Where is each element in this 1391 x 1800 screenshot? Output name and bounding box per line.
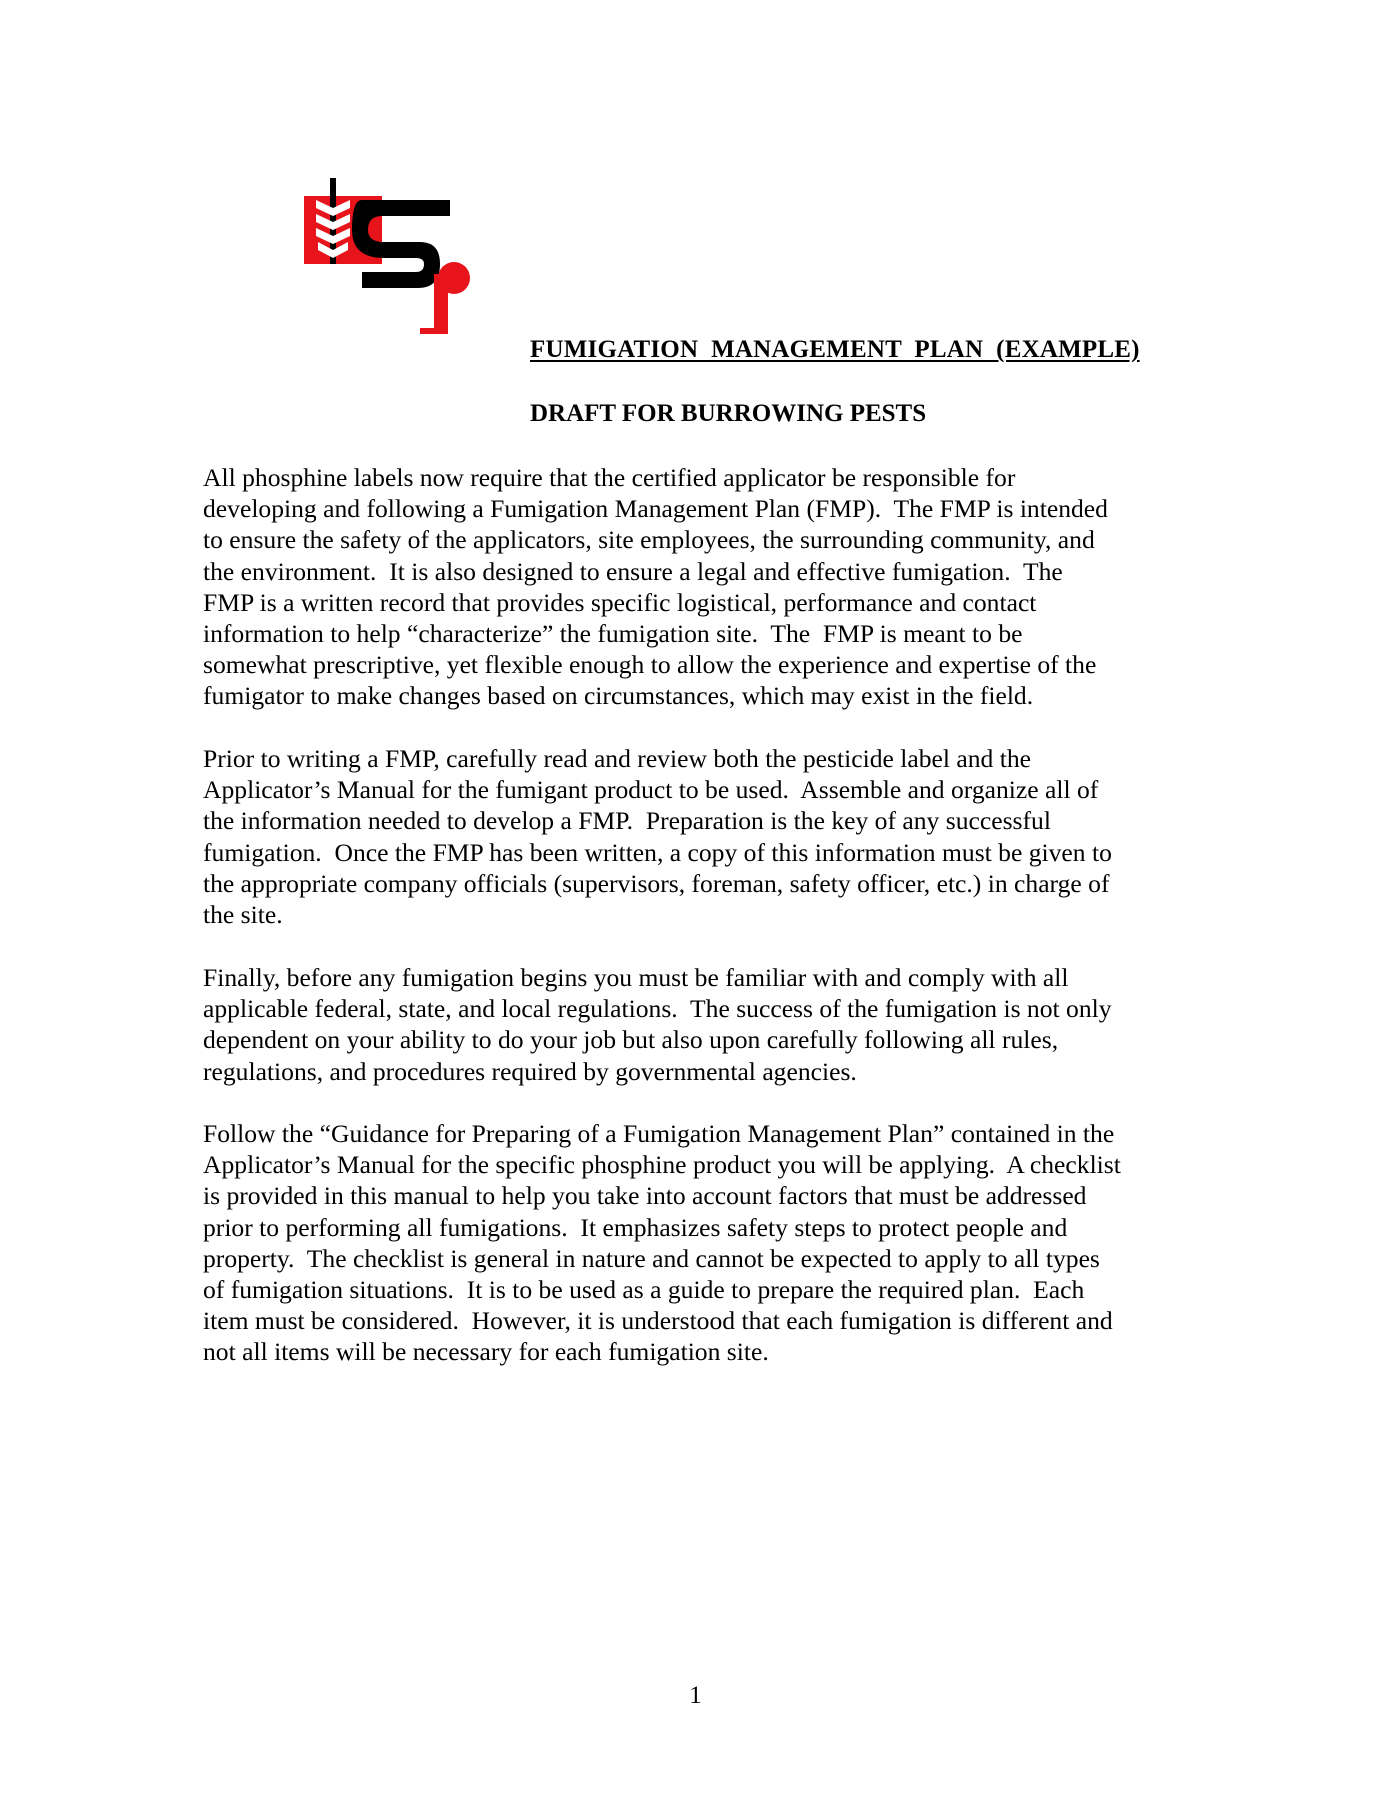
psi-logo bbox=[300, 178, 476, 346]
text-line: fumigator to make changes based on circumstances, which may exist in the field. bbox=[203, 681, 1034, 711]
text-line: regulations, and procedures required by governmental agencies. bbox=[203, 1056, 857, 1086]
text-line: property. The checklist is general in nature and cannot be expected to apply to all types bbox=[203, 1243, 1100, 1273]
page-number: 1 bbox=[689, 1682, 702, 1709]
text-line: FMP is a written record that provides specific logistical, performance and contact bbox=[203, 587, 1037, 617]
paragraph-4 bbox=[203, 1118, 1203, 1368]
text-line: Applicator’s Manual for the fumigant product to be used. Assemble and organize all of bbox=[203, 775, 1099, 805]
text-line: of fumigation situations. It is to be used as a guide to prepare the required plan. Each bbox=[203, 1275, 1085, 1305]
document-title: FUMIGATION MANAGEMENT PLAN (EXAMPLE) bbox=[530, 336, 1140, 363]
text-line: Applicator’s Manual for the specific phosphine product you will be applying. A checklist bbox=[203, 1150, 1121, 1180]
paragraph-2 bbox=[203, 743, 1203, 930]
text-line: item must be considered. However, it is understood that each fumigation is different and bbox=[203, 1306, 1113, 1336]
text-line: somewhat prescriptive, yet flexible enough to allow the experience and expertise of the bbox=[203, 650, 1097, 680]
text-line: is provided in this manual to help you take into account factors that must be addressed bbox=[203, 1181, 1087, 1211]
text-line: the environment. It is also designed to ensure a legal and effective fumigation. The bbox=[203, 556, 1063, 586]
document-subtitle: DRAFT FOR BURROWING PESTS bbox=[530, 400, 927, 427]
text-line: to ensure the safety of the applicators, site employees, the surrounding community, and bbox=[203, 525, 1095, 555]
text-line: dependent on your ability to do your job but also upon carefully following all rules, bbox=[203, 1025, 1059, 1055]
text-line: not all items will be necessary for each fumigation site. bbox=[203, 1337, 769, 1367]
text-line: information to help “characterize” the fumigation site. The FMP is meant to be bbox=[203, 619, 1023, 649]
paragraph-1 bbox=[203, 462, 1203, 712]
text-line: All phosphine labels now require that the certified applicator be responsible for bbox=[203, 463, 1016, 492]
paragraph-3 bbox=[203, 962, 1203, 1087]
text-line: the information needed to develop a FMP. Preparation is the key of any successful bbox=[203, 806, 1051, 836]
text-line: the appropriate company officials (supervisors, foreman, safety officer, etc.) in charge of bbox=[203, 868, 1110, 898]
text-line: applicable federal, state, and local regulations. The success of the fumigation is not only bbox=[203, 994, 1112, 1024]
text-line: Follow the “Guidance for Preparing of a Fumigation Management Plan” contained in the bbox=[203, 1119, 1115, 1148]
text-line: developing and following a Fumigation Management Plan (FMP). The FMP is intended bbox=[203, 494, 1108, 524]
logo-i-dot bbox=[438, 262, 470, 294]
text-line: fumigation. Once the FMP has been written, a copy of this information must be given to bbox=[203, 837, 1112, 867]
text-line: the site. bbox=[203, 900, 283, 930]
text-line: prior to performing all fumigations. It emphasizes safety steps to protect people and bbox=[203, 1212, 1068, 1242]
text-line: Prior to writing a FMP, carefully read and review both the pesticide label and the bbox=[203, 744, 1032, 773]
text-line: Finally, before any fumigation begins you must be familiar with and comply with all bbox=[203, 963, 1069, 992]
